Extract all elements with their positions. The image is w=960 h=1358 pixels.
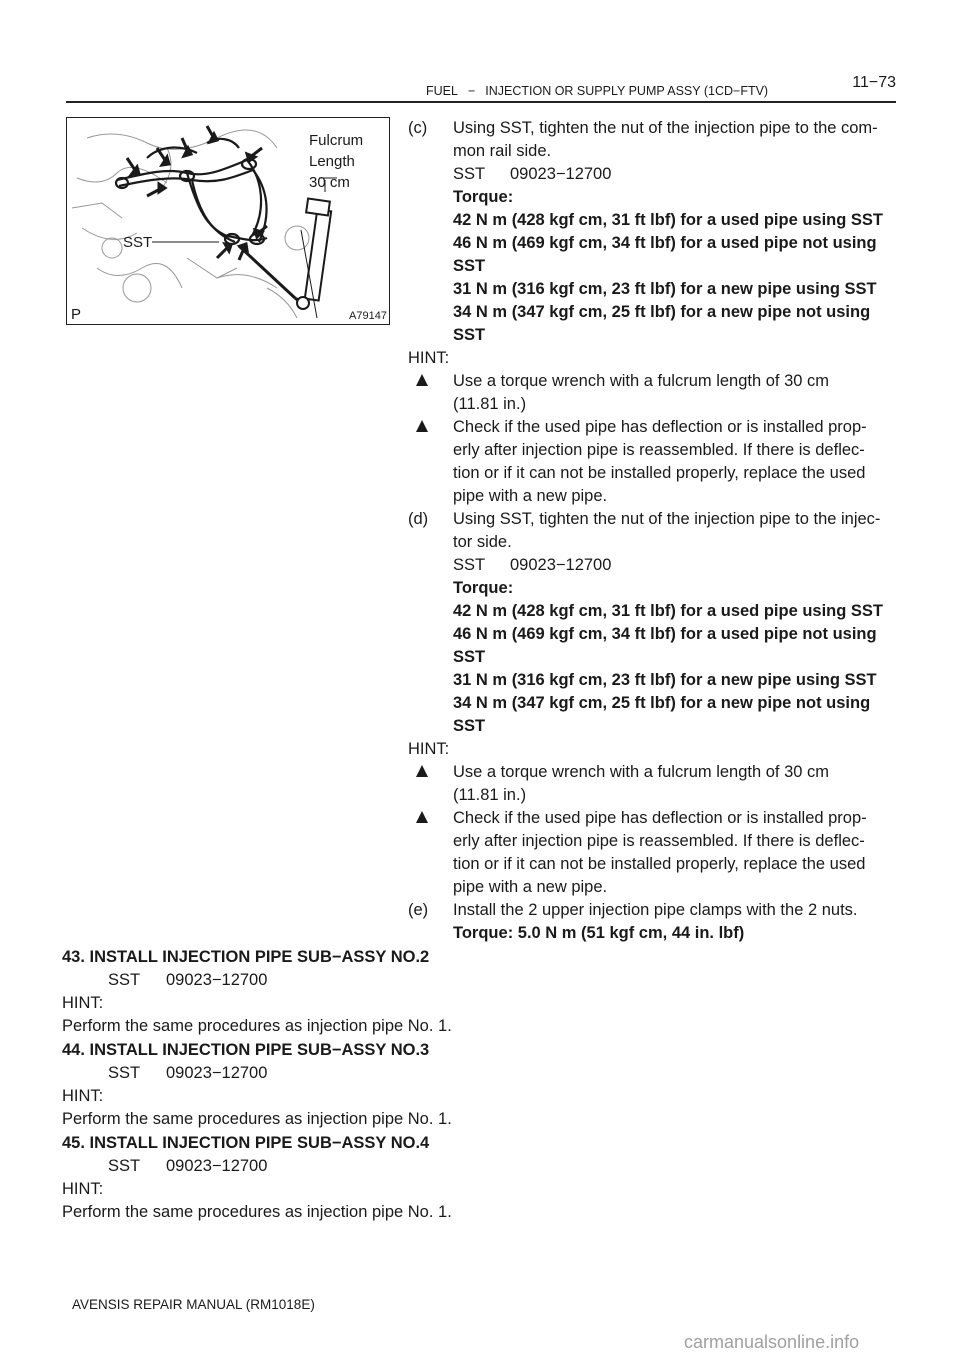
- step-d-torque-3: SST: [453, 648, 486, 666]
- step-c-torque-4: 31 N m (316 kgf cm, 23 ft lbf) for a new pipe using SST: [453, 280, 877, 298]
- step-e-marker: (e): [408, 901, 429, 919]
- step-d-marker: (d): [408, 510, 429, 528]
- step-d-torque-label: Torque:: [453, 579, 514, 597]
- step-e-torque: Torque: 5.0 N m (51 kgf cm, 44 in. lbf): [453, 924, 745, 942]
- bullet-triangle-icon: [416, 420, 428, 432]
- step-d-torque-1: 42 N m (428 kgf cm, 31 ft lbf) for a used pipe using SST: [453, 602, 884, 620]
- figure-code: A79147: [349, 310, 387, 322]
- step-45-sst-label: SST: [108, 1157, 141, 1175]
- step-44-sst-label: SST: [108, 1064, 141, 1082]
- bullet-triangle-icon: [416, 765, 428, 777]
- step-c-torque-3: SST: [453, 257, 486, 275]
- figure-label-p: P: [71, 306, 82, 323]
- hint2-b1-line2: (11.81 in.): [453, 786, 527, 804]
- step-c-torque-5: 34 N m (347 kgf cm, 25 ft lbf) for a new pipe not using: [453, 303, 871, 321]
- step-c-line2: mon rail side.: [453, 142, 552, 160]
- hint2-b2-line3: tion or if it can not be installed properly, replace the used: [453, 855, 866, 873]
- hint2-b2-line2: erly after injection pipe is reassembled. If there is deflec-: [453, 832, 865, 850]
- step-44-title: 44. INSTALL INJECTION PIPE SUB−ASSY NO.3: [62, 1041, 430, 1059]
- header-section-name: FUEL: [426, 84, 458, 98]
- step-c-torque-label: Torque:: [453, 188, 514, 206]
- step-44-hint-label: HINT:: [62, 1087, 104, 1105]
- hint1-b1-line1: Use a torque wrench with a fulcrum length of 30 cm: [453, 372, 830, 390]
- step-45-hint-label: HINT:: [62, 1180, 104, 1198]
- hint1-b2-line2: erly after injection pipe is reassembled. If there is deflec-: [453, 441, 865, 459]
- hint2-b2-line1: Check if the used pipe has deflection or is installed prop-: [453, 809, 867, 827]
- step-c-torque-6: SST: [453, 326, 486, 344]
- hint2-label: HINT:: [408, 740, 450, 758]
- step-c-marker: (c): [408, 119, 428, 137]
- step-c-line1: Using SST, tighten the nut of the injection pipe to the com-: [453, 119, 878, 137]
- header-separator: −: [467, 84, 476, 98]
- bullet-triangle-icon: [416, 811, 428, 823]
- step-d-torque-4: 31 N m (316 kgf cm, 23 ft lbf) for a new pipe using SST: [453, 671, 877, 689]
- step-44-sst-number: 09023−12700: [166, 1064, 268, 1082]
- hint1-b1-line2: (11.81 in.): [453, 395, 527, 413]
- page-number: 11−73: [852, 74, 896, 91]
- step-43-hint-label: HINT:: [62, 994, 104, 1012]
- step-d-torque-2: 46 N m (469 kgf cm, 34 ft lbf) for a used pipe not using: [453, 625, 877, 643]
- bullet-triangle-icon: [416, 374, 428, 386]
- step-45-sst-number: 09023−12700: [166, 1157, 268, 1175]
- hint1-b2-line3: tion or if it can not be installed properly, replace the used: [453, 464, 866, 482]
- figure-label-length: Length: [309, 153, 355, 170]
- footer-manual-title: AVENSIS REPAIR MANUAL (RM1018E): [72, 1297, 315, 1312]
- step-c-torque-2: 46 N m (469 kgf cm, 34 ft lbf) for a used pipe not using: [453, 234, 877, 252]
- figure-label-30cm: 30 cm: [309, 174, 350, 191]
- step-e-line1: Install the 2 upper injection pipe clamps with the 2 nuts.: [453, 901, 858, 919]
- step-c-sst-label: SST: [453, 165, 486, 183]
- step-44-hint-text: Perform the same procedures as injection pipe No. 1.: [62, 1110, 452, 1128]
- hint1-b2-line4: pipe with a new pipe.: [453, 487, 608, 505]
- step-c-sst-number: 09023−12700: [510, 165, 612, 183]
- header-subsection: INJECTION OR SUPPLY PUMP ASSY (1CD−FTV): [485, 84, 769, 98]
- hint1-b2-line1: Check if the used pipe has deflection or is installed prop-: [453, 418, 867, 436]
- step-d-torque-5: 34 N m (347 kgf cm, 25 ft lbf) for a new pipe not using: [453, 694, 871, 712]
- step-45-hint-text: Perform the same procedures as injection pipe No. 1.: [62, 1203, 452, 1221]
- step-43-title: 43. INSTALL INJECTION PIPE SUB−ASSY NO.2: [62, 948, 430, 966]
- step-43-sst-label: SST: [108, 971, 141, 989]
- step-c-torque-1: 42 N m (428 kgf cm, 31 ft lbf) for a used pipe using SST: [453, 211, 884, 229]
- step-d-torque-6: SST: [453, 717, 486, 735]
- header-section: [426, 84, 768, 98]
- step-43-sst-number: 09023−12700: [166, 971, 268, 989]
- step-d-sst-label: SST: [453, 556, 486, 574]
- page-header: [66, 74, 896, 102]
- step-43-hint-text: Perform the same procedures as injection pipe No. 1.: [62, 1017, 452, 1035]
- header-rule: [66, 101, 896, 103]
- step-d-sst-number: 09023−12700: [510, 556, 612, 574]
- step-d-line1: Using SST, tighten the nut of the injection pipe to the injec-: [453, 510, 881, 528]
- injection-pipe-figure: [66, 117, 390, 325]
- watermark: carmanualsonline.info: [684, 1332, 860, 1352]
- hint2-b1-line1: Use a torque wrench with a fulcrum length of 30 cm: [453, 763, 830, 781]
- figure-label-fulcrum: Fulcrum: [309, 132, 364, 149]
- step-d-line2: tor side.: [453, 533, 512, 551]
- figure-label-sst: SST: [123, 234, 153, 251]
- hint1-label: HINT:: [408, 349, 450, 367]
- step-45-title: 45. INSTALL INJECTION PIPE SUB−ASSY NO.4: [62, 1134, 430, 1152]
- hint2-b2-line4: pipe with a new pipe.: [453, 878, 608, 896]
